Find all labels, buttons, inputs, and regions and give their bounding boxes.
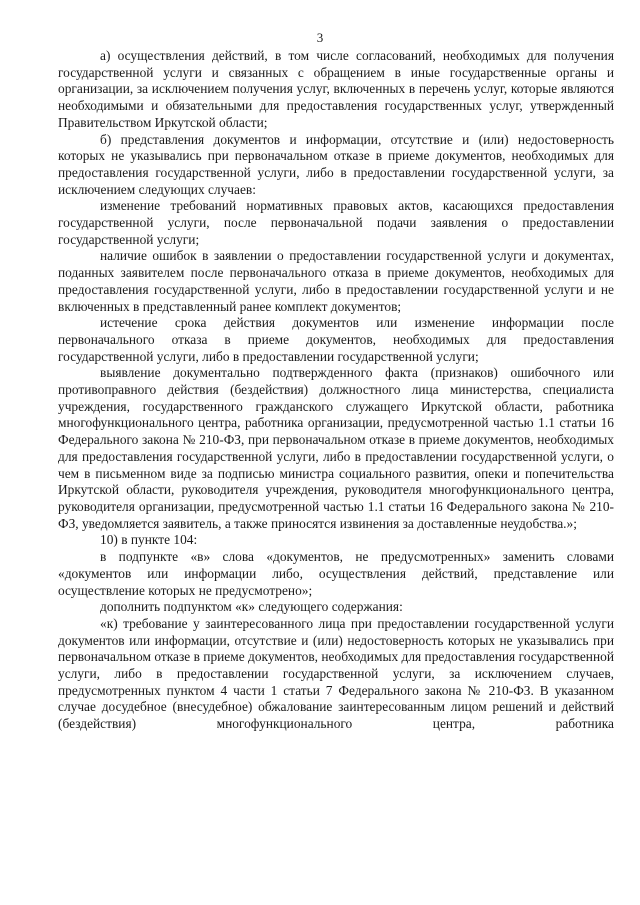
paragraph: наличие ошибок в заявлении о предоставлении государственной услуги и документах, поданных заявителем после первоначального отказа в приеме документов, необходимых для предоставления государственной услуги, либо в предоставлении государственной услуги и не включенных в представленный ранее комплект документов; [58,248,614,314]
paragraph: «к) требование у заинтересованного лица при предоставлении государственной услуги документов или информации, отсутствие и (или) недостоверность которых не указывались при первоначальном отказе в приеме документов, необходимых для предоставления государственной услуги, либо в предоставлении государственной услуги, за исключением случаев, предусмотренных пунктом 4 части 1 статьи 7 Федерального закона № 210-ФЗ. В указанном случае досудебное (внесудебное) обжалование заинтересованным лицом решений и действий (бездействия) многофункционального центра, работника [58,615,614,732]
paragraph: а) осуществления действий, в том числе согласований, необходимых для получения государственной услуги и связанных с обращением в иные государственные органы и организации, за исключением получения услуг, включенных в перечень услуг, которые являются необходимыми и обязательными для предоставления государственных услуг, утвержденный Правительством Иркутской области; [58,48,614,130]
paragraph: выявление документально подтвержденного факта (признаков) ошибочного или противоправного действия (бездействия) должностного лица министерства, специалиста учреждения, государственного гражданского служащего Иркутской области, работника многофункционального центра, работника организации, предусмотренной частью 1.1 статьи 16 Федерального закона № 210-ФЗ, при первоначальном отказе в приеме документов, необходимых для предоставления государственной услуги, либо в предоставлении государственной услуги, о чем в письменном виде за подписью министра социального развития, опеки и попечительства Иркутской области, руководителя учреждения, руководителя многофункционального центра, руководителя организации, предусмотренной частью 1.1 статьи 16 Федерального закона № 210-ФЗ, уведомляется заявитель, а также приносятся извинения за доставленные неудобства.»; [58,365,614,531]
paragraph: дополнить подпунктом «к» следующего содержания: [100,599,403,615]
paragraph: в подпункте «в» слова «документов, не предусмотренных» заменить словами «документов или информации либо, осуществления действий, представление или осуществление которых не предусмотрено»; [58,549,614,598]
paragraph: изменение требований нормативных правовых актов, касающихся предоставления государственной услуги, после первоначальной подачи заявления о предоставлении государственной услуги; [58,198,614,247]
paragraph: 10) в пункте 104: [100,532,198,548]
document-body [58,48,614,733]
paragraph: истечение срока действия документов или изменение информации после первоначального отказа в приеме документов, необходимых для предоставления государственной услуги, либо в предоставлении государственной услуги; [58,315,614,364]
paragraph: б) представления документов и информации, отсутствие и (или) недостоверность которых не указывались при первоначальном отказе в приеме документов, необходимых для предоставления государственной услуги, либо в предоставлении государственной услуги, за исключением следующих случаев: [58,131,614,197]
page-number: 3 [316,30,324,45]
